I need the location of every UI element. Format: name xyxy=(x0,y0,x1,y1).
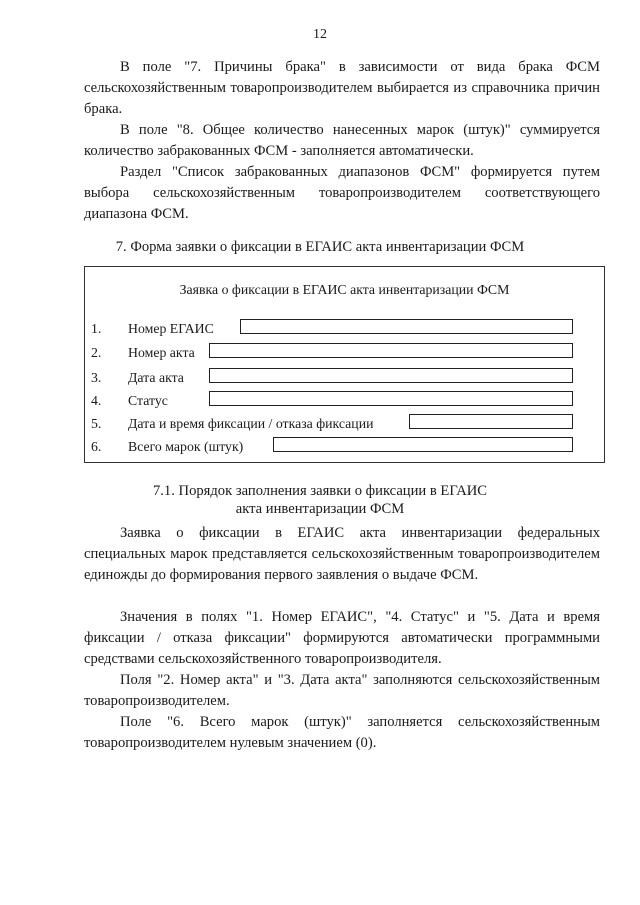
fixation-datetime-field[interactable] xyxy=(409,414,573,429)
form-title: Заявка о фиксации в ЕГАИС акта инвентаризации ФСМ xyxy=(179,282,510,297)
row-label: Дата и время фиксации / отказа фиксации xyxy=(128,416,374,431)
paragraph-zero-value: Поле "6. Всего марок (штук)" заполняется сельскохозяйственным товаропроизводителем нулевым значением (0). xyxy=(84,714,600,751)
form-row-egais-number xyxy=(85,318,604,340)
paragraph-total-marks: В поле "8. Общее количество нанесенных марок (штук)" суммируется количество забракованных ФСМ - заполняется автоматически. xyxy=(84,122,600,159)
status-field[interactable] xyxy=(209,391,573,406)
row-label: Статус xyxy=(128,393,168,408)
act-number-field[interactable] xyxy=(209,343,573,358)
form-row-act-date xyxy=(85,367,604,389)
application-form xyxy=(84,266,605,463)
paragraph-reject-reasons: В поле "7. Причины брака" в зависимости от вида брака ФСМ сельскохозяйственным товаропроизводителем выбирается из справочника причин брака. xyxy=(84,59,600,117)
form-row-fixation-datetime xyxy=(85,413,604,435)
paragraph-manual-fields: Поля "2. Номер акта" и "3. Дата акта" заполняются сельскохозяйственным товаропроизводителем. xyxy=(84,672,600,709)
egais-number-field[interactable] xyxy=(240,319,573,334)
total-marks-field[interactable] xyxy=(273,437,573,452)
row-label: Номер ЕГАИС xyxy=(128,321,214,336)
section-7-heading: 7. Форма заявки о фиксации в ЕГАИС акта инвентаризации ФСМ xyxy=(115,239,525,255)
paragraph-application-submission: Заявка о фиксации в ЕГАИС акта инвентаризации федеральных специальных марок представляется сельскохозяйственным товаропроизводителем единожды до формирования первого заявления о выдаче ФСМ. xyxy=(84,525,600,583)
row-number: 2. xyxy=(91,345,102,360)
row-number: 3. xyxy=(91,370,102,385)
form-row-total-marks xyxy=(85,436,604,458)
row-label: Номер акта xyxy=(128,345,195,360)
section-7-1-heading-line-1: 7.1. Порядок заполнения заявки о фиксации в ЕГАИС xyxy=(152,483,488,499)
paragraph-rejected-ranges: Раздел "Список забракованных диапазонов ФСМ" формируется путем выбора сельскохозяйственным товаропроизводителем соответствующего диапазона ФСМ. xyxy=(84,164,600,222)
act-date-field[interactable] xyxy=(209,368,573,383)
row-label: Всего марок (штук) xyxy=(128,439,244,454)
row-number: 1. xyxy=(91,321,102,336)
page-number: 12 xyxy=(313,27,327,42)
row-number: 6. xyxy=(91,439,102,454)
row-number: 4. xyxy=(91,393,102,408)
section-7-1-heading-line-2: акта инвентаризации ФСМ xyxy=(235,501,405,517)
paragraph-auto-fields: Значения в полях "1. Номер ЕГАИС", "4. Статус" и "5. Дата и время фиксации / отказа фиксации" формируются автоматически программными средствами сельскохозяйственного товаропроизводителя. xyxy=(84,609,600,667)
row-label: Дата акта xyxy=(128,370,184,385)
form-row-act-number xyxy=(85,342,604,364)
form-row-status xyxy=(85,390,604,412)
row-number: 5. xyxy=(91,416,102,431)
